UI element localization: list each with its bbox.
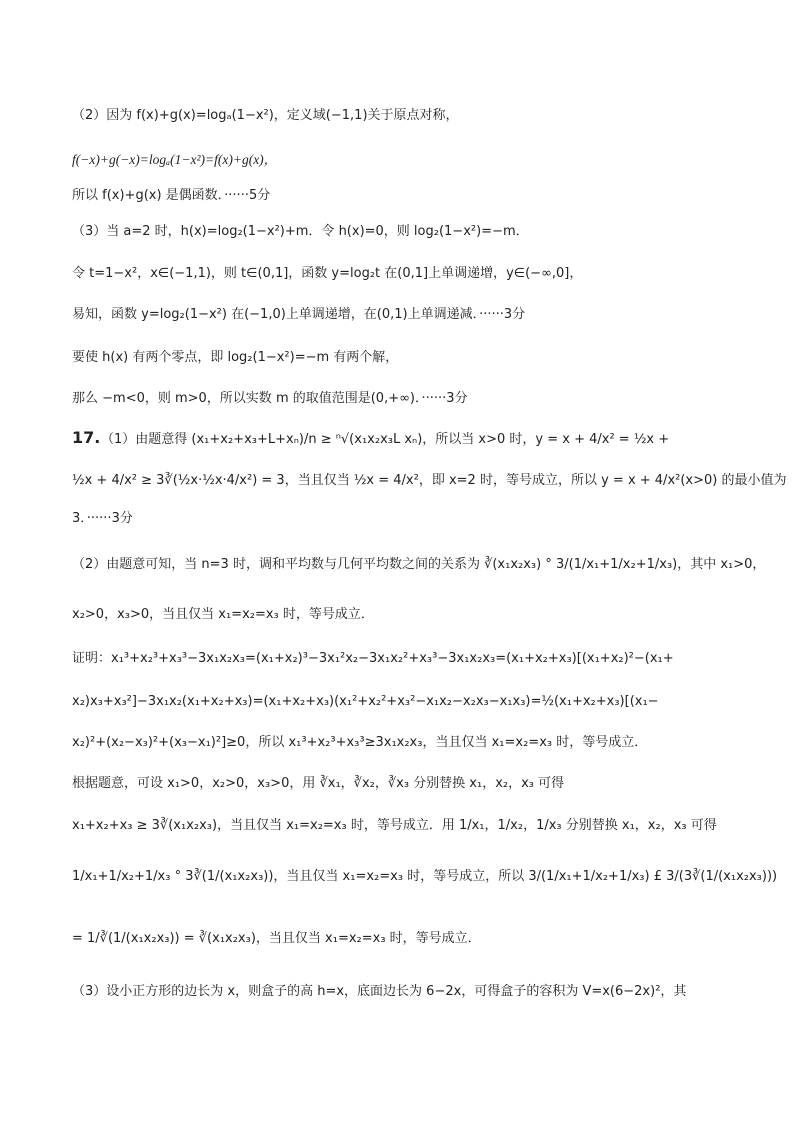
q17-part1-score: 3．······3分 [72,511,133,526]
part3-substitution: 令 t=1−x²，x∈(−1,1)，则 t∈(0,1]，函数 y=log₂t 在(0,1]上单调递增，y∈(−∞,0]， [72,266,583,281]
substitution-line3: 1/x₁+1/x₂+1/x₃ ° 3∛(1/(x₁x₂x₃))，当且仅当 x₁=x₂=x₃ 时，等号成立，所以 3/(1/x₁+1/x₂+1/x₃) £ 3/(3∛(1/(x₁x₂x₃))) [72,869,778,884]
part3-range: 那么 −m<0，则 m>0，所以实数 m 的取值范围是(0,+∞)．······3分 [72,391,468,406]
substitution-line2: x₁+x₂+x₃ ≥ 3∛(x₁x₂x₃)，当且仅当 x₁=x₂=x₃ 时，等号成立．用 1/x₁，1/x₂，1/x₃ 分别替换 x₁，x₂，x₃ 可得 [72,818,717,833]
substitution-line1: 根据题意，可设 x₁>0，x₂>0，x₃>0，用 ∛x₁，∛x₂，∛x₃ 分别替换 x₁，x₂，x₃ 可得 [72,776,565,791]
q17-part3-intro: （3）设小正方形的边长为 x，则盒子的高 h=x，底面边长为 6−2x，可得盒子的容积为 V=x(6−2x)²，其 [72,984,687,999]
part3-monotonicity: 易知，函数 y=log₂(1−x²) 在(−1,0)上单调递增，在(0,1)上单调递减．······3分 [72,307,526,322]
question-17-label: 17. [72,428,101,447]
q17-part1-line2: ½x + 4/x² ≥ 3∛(½x·½x·4/x²) = 3，当且仅当 ½x = 4/x²，即 x=2 时，等号成立，所以 y = x + 4/x²(x>0) 的最小值为 [72,473,787,488]
proof-line3: x₂)²+(x₂−x₃)²+(x₃−x₁)²]≥0，所以 x₁³+x₂³+x₃³≥3x₁x₂x₃，当且仅当 x₁=x₂=x₃ 时，等号成立． [72,735,648,750]
part2-equation: f(−x)+g(−x)=logₐ(1−x²)=f(x)+g(x)， [72,152,278,167]
proof-line2: x₂)x₃+x₃²]−3x₁x₂(x₁+x₂+x₃)=(x₁+x₂+x₃)(x₁²+x₂²+x₃²−x₁x₂−x₂x₃−x₁x₃)=½(x₁+x₂+x₃)[(x₁− [72,694,659,709]
q17-part1-line1: （1）由题意得 (x₁+x₂+x₃+L+xₙ)/n ≥ ⁿ√(x₁x₂x₃L xₙ)，所以当 x>0 时，y = x + 4/x² = ½x + [101,432,670,447]
substitution-line4: = 1/∛(1/(x₁x₂x₃)) = ∛(x₁x₂x₃)，当且仅当 x₁=x₂=x₃ 时，等号成立． [72,931,481,946]
part3-zero-condition: 要使 h(x) 有两个零点，即 log₂(1−x²)=−m 有两个解， [72,350,399,365]
part2-conclusion: 所以 f(x)+g(x) 是偶函数．······5分 [72,188,271,203]
proof-line1: 证明：x₁³+x₂³+x₃³−3x₁x₂x₃=(x₁+x₂)³−3x₁²x₂−3x₁x₂²+x₃³−3x₁x₂x₃=(x₁+x₂+x₃)[(x₁+x₂)²−(x₁+ [72,651,674,666]
q17-part2-relation: （2）由题意可知，当 n=3 时，调和平均数与几何平均数之间的关系为 ∛(x₁x₂x₃) ° 3/(1/x₁+1/x₂+1/x₃)，其中 x₁>0， [72,557,766,572]
part3-intro: （3）当 a=2 时，h(x)=log₂(1−x²)+m．令 h(x)=0，则 log₂(1−x²)=−m． [72,224,529,239]
q17-part2-equality: x₂>0，x₃>0，当且仅当 x₁=x₂=x₃ 时，等号成立． [72,607,374,622]
part2-intro: （2）因为 f(x)+g(x)=logₐ(1−x²)，定义域(−1,1)关于原点对称， [72,108,459,123]
